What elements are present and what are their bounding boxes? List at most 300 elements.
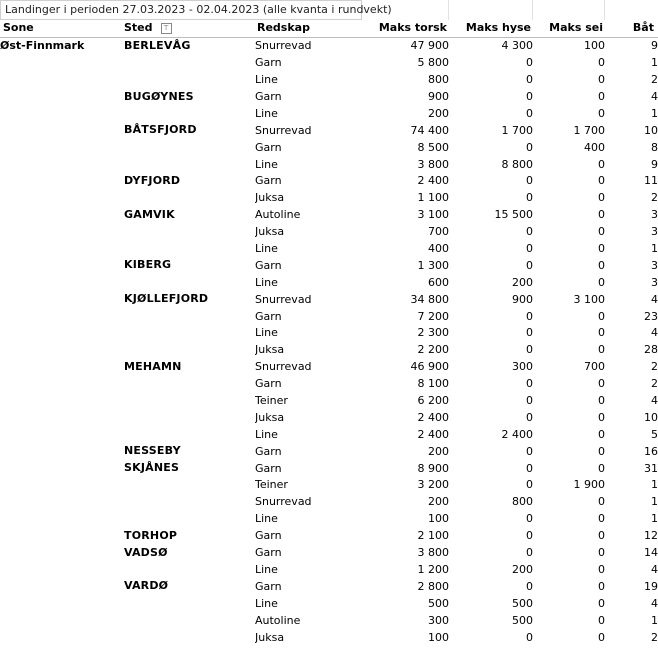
cell-maks-torsk[interactable]: 1 200 — [417, 562, 449, 576]
cell-sone[interactable] — [0, 156, 124, 173]
cell-sone[interactable] — [0, 578, 124, 595]
cell-redskap[interactable]: Garn — [255, 258, 282, 272]
cell-sted[interactable] — [124, 55, 255, 72]
cell-maks-torsk[interactable]: 200 — [428, 106, 449, 120]
cell-maks-hyse[interactable]: 500 — [512, 613, 533, 627]
cell-maks-hyse[interactable]: 0 — [526, 461, 533, 475]
cell-redskap[interactable]: Snurrevad — [255, 495, 312, 509]
filter-icon[interactable]: ⊤ — [161, 23, 172, 34]
cell-sone[interactable] — [0, 89, 124, 106]
cell-redskap[interactable]: Line — [255, 73, 278, 87]
cell-maks-sei[interactable]: 0 — [598, 630, 605, 644]
cell-redskap[interactable]: Teiner — [255, 394, 288, 408]
cell-sone[interactable] — [0, 342, 124, 359]
cell-redskap[interactable]: Garn — [255, 140, 282, 154]
cell-baat[interactable]: 9 — [651, 157, 658, 171]
table-row — [0, 578, 658, 595]
cell-sone[interactable] — [0, 562, 124, 579]
cell-maks-hyse[interactable]: 0 — [526, 377, 533, 391]
cell-redskap[interactable]: Garn — [255, 377, 282, 391]
header-maks-hyse[interactable]: Maks hyse — [449, 20, 533, 37]
cell-maks-hyse[interactable]: 200 — [512, 562, 533, 576]
cell-maks-hyse[interactable]: 0 — [526, 326, 533, 340]
cell-maks-sei[interactable]: 0 — [598, 208, 605, 222]
cell-maks-torsk[interactable]: 500 — [428, 596, 449, 610]
cell-sted[interactable] — [124, 308, 255, 325]
cell-maks-torsk[interactable]: 700 — [428, 225, 449, 239]
cell-maks-hyse[interactable]: 0 — [526, 258, 533, 272]
cell-redskap[interactable]: Snurrevad — [255, 123, 312, 137]
cell-maks-hyse[interactable]: 0 — [526, 512, 533, 526]
cell-sted[interactable] — [124, 629, 255, 646]
cell-baat[interactable]: 4 — [651, 90, 658, 103]
cell-sone[interactable] — [0, 545, 124, 562]
cell-maks-sei[interactable]: 0 — [598, 309, 605, 323]
cell-maks-sei[interactable]: 0 — [598, 596, 605, 610]
cell-sted[interactable]: GAMVIK — [124, 207, 175, 221]
cell-sone[interactable] — [0, 528, 124, 545]
cell-maks-sei[interactable]: 0 — [598, 495, 605, 509]
cell-maks-torsk[interactable]: 7 200 — [417, 309, 449, 323]
cell-redskap[interactable]: Garn — [255, 56, 282, 70]
cell-sone[interactable] — [0, 393, 124, 410]
cell-maks-torsk[interactable]: 900 — [428, 90, 449, 103]
cell-baat[interactable]: 4 — [651, 562, 658, 576]
cell-sone[interactable] — [0, 308, 124, 325]
cell-sted[interactable] — [124, 612, 255, 629]
title-gridline — [532, 0, 533, 20]
cell-maks-sei[interactable]: 0 — [598, 225, 605, 239]
header-baat[interactable]: Båt — [605, 20, 658, 37]
cell-sted[interactable] — [124, 393, 255, 410]
cell-maks-torsk[interactable]: 2 800 — [417, 579, 449, 593]
cell-maks-sei[interactable]: 700 — [584, 360, 605, 374]
cell-maks-hyse[interactable]: 900 — [512, 292, 533, 306]
table-row — [0, 173, 658, 190]
cell-maks-torsk[interactable]: 200 — [428, 495, 449, 509]
cell-sted[interactable] — [124, 342, 255, 359]
cell-sone[interactable] — [0, 190, 124, 207]
table-row — [0, 274, 658, 291]
cell-maks-torsk[interactable]: 1 100 — [417, 191, 449, 205]
landings-table — [0, 20, 658, 646]
table-row — [0, 190, 658, 207]
cell-maks-sei[interactable]: 0 — [598, 377, 605, 391]
title-gridline — [448, 0, 449, 20]
cell-maks-torsk[interactable]: 200 — [428, 444, 449, 458]
cell-sone[interactable] — [0, 72, 124, 89]
table-row — [0, 460, 658, 477]
cell-redskap[interactable]: Juksa — [255, 225, 285, 239]
cell-sone[interactable] — [0, 494, 124, 511]
cell-maks-torsk[interactable]: 5 800 — [417, 56, 449, 70]
cell-sted[interactable] — [124, 72, 255, 89]
table-row — [0, 528, 658, 545]
cell-maks-hyse[interactable]: 500 — [512, 596, 533, 610]
table-row — [0, 629, 658, 646]
cell-sone[interactable] — [0, 55, 124, 72]
cell-sted[interactable]: KIBERG — [124, 258, 172, 272]
cell-maks-sei[interactable]: 3 100 — [573, 292, 605, 306]
cell-sone[interactable] — [0, 629, 124, 646]
cell-maks-torsk[interactable]: 47 900 — [410, 39, 449, 53]
cell-maks-hyse[interactable]: 0 — [526, 630, 533, 644]
cell-maks-sei[interactable]: 0 — [598, 258, 605, 272]
cell-redskap[interactable]: Garn — [255, 579, 282, 593]
table-row — [0, 409, 658, 426]
cell-sted[interactable] — [124, 511, 255, 528]
cell-sone[interactable] — [0, 241, 124, 258]
cell-sone[interactable] — [0, 359, 124, 376]
header-maks-sei[interactable]: Maks sei — [533, 20, 605, 37]
cell-maks-sei[interactable]: 0 — [598, 562, 605, 576]
cell-sted[interactable]: MEHAMN — [124, 359, 182, 373]
cell-sted[interactable]: DYFJORD — [124, 174, 181, 188]
cell-baat[interactable]: 3 — [651, 208, 658, 222]
cell-maks-torsk[interactable]: 6 200 — [417, 394, 449, 408]
table-row — [0, 545, 658, 562]
cell-maks-hyse[interactable]: 0 — [526, 56, 533, 70]
cell-sted[interactable]: BUGØYNES — [124, 89, 194, 103]
cell-sone[interactable] — [0, 595, 124, 612]
cell-maks-sei[interactable]: 1 900 — [573, 478, 605, 492]
cell-sted[interactable] — [124, 105, 255, 122]
cell-redskap[interactable]: Autoline — [255, 613, 301, 627]
cell-sone[interactable] — [0, 426, 124, 443]
cell-maks-hyse[interactable]: 800 — [512, 495, 533, 509]
cell-maks-sei[interactable]: 0 — [598, 613, 605, 627]
cell-redskap[interactable]: Juksa — [255, 343, 285, 357]
cell-redskap[interactable]: Line — [255, 596, 278, 610]
cell-maks-sei[interactable]: 0 — [598, 275, 605, 289]
cell-sted[interactable] — [124, 494, 255, 511]
cell-maks-torsk[interactable]: 2 200 — [417, 343, 449, 357]
cell-maks-sei[interactable]: 0 — [598, 343, 605, 357]
table-row — [0, 359, 658, 376]
cell-maks-sei[interactable]: 0 — [598, 56, 605, 70]
cell-baat[interactable]: 31 — [644, 461, 658, 475]
cell-sone[interactable] — [0, 122, 124, 139]
title-gridline — [604, 0, 605, 20]
cell-sted[interactable]: TORHOP — [124, 528, 178, 542]
cell-sone[interactable] — [0, 376, 124, 393]
cell-maks-torsk[interactable]: 600 — [428, 275, 449, 289]
cell-baat[interactable]: 4 — [651, 596, 658, 610]
cell-maks-hyse[interactable]: 0 — [526, 343, 533, 357]
cell-baat[interactable]: 1 — [651, 56, 658, 70]
table-row — [0, 426, 658, 443]
cell-redskap[interactable]: Line — [255, 562, 278, 576]
cell-redskap[interactable]: Juksa — [255, 630, 285, 644]
cell-maks-torsk[interactable]: 3 800 — [417, 546, 449, 560]
cell-sted[interactable]: NESSEBY — [124, 444, 181, 458]
table-row — [0, 443, 658, 460]
cell-baat[interactable]: 1 — [651, 242, 658, 256]
table-row — [0, 393, 658, 410]
cell-sone[interactable]: Øst-Finnmark — [0, 38, 85, 52]
cell-maks-torsk[interactable]: 2 300 — [417, 326, 449, 340]
cell-redskap[interactable]: Line — [255, 242, 278, 256]
table-row — [0, 562, 658, 579]
cell-redskap[interactable]: Snurrevad — [255, 360, 312, 374]
cell-maks-hyse[interactable]: 0 — [526, 579, 533, 593]
cell-maks-sei[interactable]: 0 — [598, 579, 605, 593]
cell-redskap[interactable]: Juksa — [255, 191, 285, 205]
cell-sted[interactable] — [124, 595, 255, 612]
cell-maks-torsk[interactable]: 400 — [428, 242, 449, 256]
cell-maks-hyse[interactable]: 0 — [526, 73, 533, 87]
cell-redskap[interactable]: Line — [255, 157, 278, 171]
table-row — [0, 105, 658, 122]
cell-baat[interactable]: 23 — [644, 309, 658, 323]
cell-redskap[interactable]: Snurrevad — [255, 292, 312, 306]
cell-redskap[interactable]: Juksa — [255, 410, 285, 424]
report-title: Landinger i perioden 27.03.2023 - 02.04.2023 (alle kvanta i rundvekt) — [0, 0, 362, 20]
cell-redskap[interactable]: Garn — [255, 461, 282, 475]
cell-maks-sei[interactable]: 1 700 — [573, 123, 605, 137]
table-row — [0, 342, 658, 359]
cell-maks-hyse[interactable]: 0 — [526, 90, 533, 103]
cell-sone[interactable] — [0, 460, 124, 477]
cell-maks-sei[interactable]: 0 — [598, 546, 605, 560]
table-row — [0, 207, 658, 224]
cell-redskap[interactable]: Teiner — [255, 478, 288, 492]
cell-maks-sei[interactable]: 0 — [598, 157, 605, 171]
cell-baat[interactable]: 2 — [651, 377, 658, 391]
cell-sone[interactable] — [0, 477, 124, 494]
cell-sone[interactable] — [0, 105, 124, 122]
cell-sone[interactable] — [0, 443, 124, 460]
cell-sone[interactable] — [0, 139, 124, 156]
cell-sted[interactable] — [124, 325, 255, 342]
cell-maks-torsk[interactable]: 3 200 — [417, 478, 449, 492]
cell-baat[interactable]: 10 — [644, 123, 658, 137]
table-row — [0, 511, 658, 528]
table-row — [0, 241, 658, 258]
cell-maks-hyse[interactable]: 2 400 — [501, 427, 533, 441]
cell-sone[interactable] — [0, 274, 124, 291]
table-row — [0, 308, 658, 325]
cell-maks-torsk[interactable]: 34 800 — [410, 292, 449, 306]
cell-maks-torsk[interactable]: 8 900 — [417, 461, 449, 475]
cell-maks-sei[interactable]: 0 — [598, 106, 605, 120]
cell-maks-sei[interactable]: 100 — [584, 39, 605, 53]
cell-maks-torsk[interactable]: 46 900 — [410, 360, 449, 374]
cell-sone[interactable] — [0, 325, 124, 342]
cell-baat[interactable]: 1 — [651, 512, 658, 526]
cell-sted[interactable] — [124, 409, 255, 426]
cell-maks-sei[interactable]: 0 — [598, 461, 605, 475]
cell-baat[interactable]: 5 — [651, 427, 658, 441]
cell-sted[interactable]: VADSØ — [124, 545, 168, 559]
cell-redskap[interactable]: Line — [255, 512, 278, 526]
table-row — [0, 595, 658, 612]
cell-redskap[interactable]: Garn — [255, 529, 282, 543]
cell-maks-torsk[interactable]: 3 800 — [417, 157, 449, 171]
cell-maks-torsk[interactable]: 8 500 — [417, 140, 449, 154]
table-row — [0, 224, 658, 241]
cell-sone[interactable] — [0, 409, 124, 426]
cell-maks-hyse[interactable]: 200 — [512, 275, 533, 289]
cell-sted[interactable] — [124, 241, 255, 258]
cell-redskap[interactable]: Line — [255, 106, 278, 120]
cell-baat[interactable]: 2 — [651, 73, 658, 87]
table-row — [0, 139, 658, 156]
cell-maks-hyse[interactable]: 0 — [526, 174, 533, 188]
table-row — [0, 55, 658, 72]
cell-maks-hyse[interactable]: 0 — [526, 191, 533, 205]
cell-sone[interactable] — [0, 173, 124, 190]
table-row — [0, 72, 658, 89]
cell-sted[interactable] — [124, 562, 255, 579]
cell-maks-sei[interactable]: 0 — [598, 394, 605, 408]
cell-baat[interactable]: 3 — [651, 225, 658, 239]
cell-maks-torsk[interactable]: 2 400 — [417, 410, 449, 424]
cell-baat[interactable]: 11 — [644, 174, 658, 188]
header-sone[interactable]: Sone — [0, 20, 124, 37]
cell-maks-torsk[interactable]: 3 100 — [417, 208, 449, 222]
cell-maks-hyse[interactable]: 0 — [526, 225, 533, 239]
cell-redskap[interactable]: Autoline — [255, 208, 301, 222]
cell-sted[interactable] — [124, 224, 255, 241]
cell-redskap[interactable]: Line — [255, 427, 278, 441]
cell-maks-hyse[interactable]: 8 800 — [501, 157, 533, 171]
cell-sted[interactable] — [124, 190, 255, 207]
cell-sone[interactable] — [0, 612, 124, 629]
cell-maks-torsk[interactable]: 8 100 — [417, 377, 449, 391]
cell-maks-hyse[interactable]: 0 — [526, 546, 533, 560]
cell-baat[interactable]: 16 — [644, 444, 658, 458]
cell-sted[interactable]: VARDØ — [124, 579, 169, 593]
cell-sted[interactable] — [124, 376, 255, 393]
header-sted[interactable]: Sted ⊤ — [124, 20, 255, 37]
cell-sone[interactable] — [0, 257, 124, 274]
table-row — [0, 494, 658, 511]
cell-maks-sei[interactable]: 0 — [598, 90, 605, 103]
table-row — [0, 477, 658, 494]
cell-maks-torsk[interactable]: 2 400 — [417, 427, 449, 441]
cell-maks-sei[interactable]: 0 — [598, 191, 605, 205]
cell-maks-hyse[interactable]: 300 — [512, 360, 533, 374]
cell-maks-hyse[interactable]: 0 — [526, 444, 533, 458]
cell-sted[interactable] — [124, 274, 255, 291]
cell-sted[interactable] — [124, 139, 255, 156]
cell-baat[interactable]: 1 — [651, 613, 658, 627]
cell-maks-hyse[interactable]: 1 700 — [501, 123, 533, 137]
cell-maks-hyse[interactable]: 0 — [526, 309, 533, 323]
cell-sone[interactable] — [0, 511, 124, 528]
cell-baat[interactable]: 1 — [651, 478, 658, 492]
cell-baat[interactable]: 2 — [651, 360, 658, 374]
cell-baat[interactable]: 3 — [651, 275, 658, 289]
header-maks-torsk[interactable]: Maks torsk — [355, 20, 449, 37]
cell-maks-hyse[interactable]: 0 — [526, 242, 533, 256]
cell-maks-sei[interactable]: 0 — [598, 512, 605, 526]
cell-baat[interactable]: 3 — [651, 258, 658, 272]
cell-sted[interactable] — [124, 477, 255, 494]
cell-maks-hyse[interactable]: 0 — [526, 529, 533, 543]
cell-redskap[interactable]: Garn — [255, 174, 282, 188]
cell-sted[interactable]: KJØLLEFJORD — [124, 292, 209, 306]
cell-baat[interactable]: 19 — [644, 579, 658, 593]
cell-maks-torsk[interactable]: 300 — [428, 613, 449, 627]
cell-maks-torsk[interactable]: 100 — [428, 630, 449, 644]
cell-sted[interactable] — [124, 156, 255, 173]
table-row — [0, 325, 658, 342]
cell-redskap[interactable]: Snurrevad — [255, 39, 312, 53]
cell-maks-sei[interactable]: 400 — [584, 140, 605, 154]
cell-maks-sei[interactable]: 0 — [598, 242, 605, 256]
cell-maks-hyse[interactable]: 0 — [526, 410, 533, 424]
table-row — [0, 257, 658, 274]
cell-redskap[interactable]: Garn — [255, 444, 282, 458]
cell-maks-sei[interactable]: 0 — [598, 73, 605, 87]
cell-sted[interactable]: BÅTSFJORD — [124, 123, 197, 137]
cell-baat[interactable]: 28 — [644, 343, 658, 357]
cell-maks-sei[interactable]: 0 — [598, 326, 605, 340]
cell-baat[interactable]: 2 — [651, 630, 658, 644]
table-row — [0, 376, 658, 393]
cell-baat[interactable]: 4 — [651, 394, 658, 408]
cell-sone[interactable] — [0, 207, 124, 224]
cell-maks-torsk[interactable]: 2 400 — [417, 174, 449, 188]
cell-sted[interactable]: SKJÅNES — [124, 461, 180, 475]
cell-redskap[interactable]: Garn — [255, 546, 282, 560]
cell-maks-torsk[interactable]: 74 400 — [410, 123, 449, 137]
cell-redskap[interactable]: Garn — [255, 309, 282, 323]
cell-maks-sei[interactable]: 0 — [598, 174, 605, 188]
table-row — [0, 122, 658, 139]
cell-maks-hyse[interactable]: 0 — [526, 478, 533, 492]
cell-baat[interactable]: 1 — [651, 106, 658, 120]
cell-maks-torsk[interactable]: 800 — [428, 73, 449, 87]
cell-maks-sei[interactable]: 0 — [598, 427, 605, 441]
table-row — [0, 37, 658, 54]
cell-maks-torsk[interactable]: 100 — [428, 512, 449, 526]
header-redskap[interactable]: Redskap — [255, 20, 355, 37]
cell-baat[interactable]: 1 — [651, 495, 658, 509]
cell-maks-hyse[interactable]: 15 500 — [494, 208, 533, 222]
cell-redskap[interactable]: Line — [255, 275, 278, 289]
cell-maks-hyse[interactable]: 0 — [526, 140, 533, 154]
cell-redskap[interactable]: Garn — [255, 90, 282, 103]
cell-maks-hyse[interactable]: 0 — [526, 394, 533, 408]
table-row — [0, 291, 658, 308]
table-row — [0, 612, 658, 629]
cell-maks-hyse[interactable]: 0 — [526, 106, 533, 120]
cell-maks-sei[interactable]: 0 — [598, 444, 605, 458]
cell-sone[interactable] — [0, 224, 124, 241]
table-row — [0, 156, 658, 173]
cell-maks-sei[interactable]: 0 — [598, 529, 605, 543]
cell-baat[interactable]: 12 — [644, 529, 658, 543]
cell-baat[interactable]: 9 — [651, 39, 658, 53]
cell-baat[interactable]: 10 — [644, 410, 658, 424]
cell-baat[interactable]: 8 — [651, 140, 658, 154]
cell-baat[interactable]: 14 — [644, 546, 658, 560]
cell-baat[interactable]: 4 — [651, 326, 658, 340]
cell-sone[interactable] — [0, 291, 124, 308]
cell-baat[interactable]: 4 — [651, 292, 658, 306]
cell-baat[interactable]: 2 — [651, 191, 658, 205]
cell-maks-torsk[interactable]: 1 300 — [417, 258, 449, 272]
cell-maks-sei[interactable]: 0 — [598, 410, 605, 424]
cell-sted[interactable] — [124, 426, 255, 443]
cell-redskap[interactable]: Line — [255, 326, 278, 340]
cell-maks-hyse[interactable]: 4 300 — [501, 39, 533, 53]
cell-sted[interactable]: BERLEVÅG — [124, 38, 191, 52]
cell-maks-torsk[interactable]: 2 100 — [417, 529, 449, 543]
